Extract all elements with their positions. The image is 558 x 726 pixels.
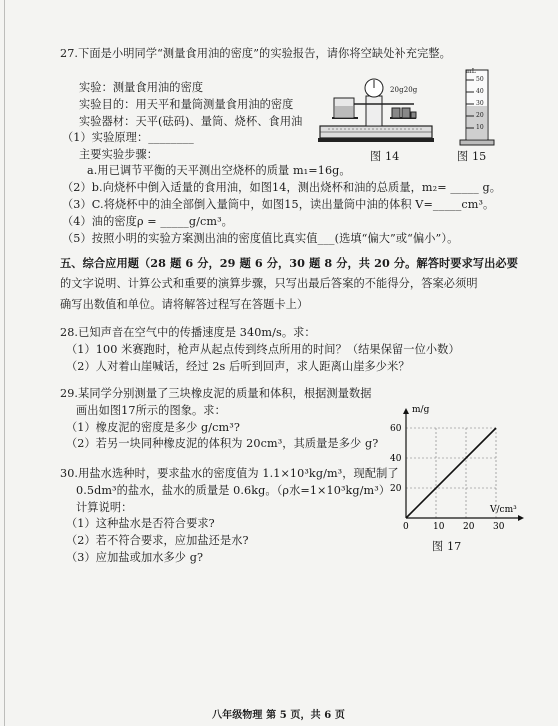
- fig15-caption: 图 15: [457, 150, 487, 163]
- q28-sub2: （2）人对着山崖喊话，经过 2s 后听到回声，求人距离山崖多少米？: [66, 360, 410, 373]
- balance-figure: [318, 74, 440, 146]
- x-tick-label: 0: [403, 522, 409, 532]
- q27-stem: 27.下面是小明同学“测量食用油的密度”的实验报告，请你将空缺处补充完整。: [60, 47, 451, 60]
- cyl-tick-30: 30: [476, 100, 484, 107]
- q27-purpose: 实验目的：用天平和量筒测量食用油的密度: [79, 98, 294, 111]
- q27-steps-label: 主要实验步骤：: [79, 148, 159, 161]
- y-tick-label: 40: [390, 454, 402, 464]
- q29-sub2: （2）若另一块同种橡皮泥的体积为 20cm³，其质量是多少 g?: [66, 437, 379, 450]
- page-edge: [4, 0, 5, 726]
- q27-part1: （1）实验原理：________: [62, 131, 194, 144]
- y-tick-label: 60: [390, 424, 402, 434]
- weights-label: 20g20g: [390, 86, 418, 94]
- q30-sub2: （2）若不符合要求，应加盐还是水?: [66, 534, 249, 547]
- q30-sub1: （1）这种盐水是否符合要求?: [66, 517, 215, 530]
- x-axis-arrow: [518, 515, 524, 521]
- page-footer: 八年级物理 第 5 页，共 6 页: [212, 710, 346, 721]
- q29-stem2: 画出如图17所示的图象。求：: [76, 404, 226, 417]
- q29-sub1: （1）橡皮泥的密度是多少 g/cm³?: [66, 421, 240, 434]
- q28-sub1: （1）100 米赛跑时，枪声从起点传到终点所用的时间？（结果保留一位小数）: [66, 343, 460, 356]
- y-axis-arrow: [403, 408, 409, 414]
- x-axis-label: V/cm³: [490, 505, 517, 515]
- mass-volume-chart: [378, 402, 528, 538]
- fig14-caption: 图 14: [370, 150, 400, 163]
- section5-line1: 五、综合应用题（28 题 6 分，29 题 6 分，30 题 8 分，共 20 分。解答时要求写出必要: [60, 256, 519, 270]
- x-tick-label: 20: [463, 522, 475, 532]
- x-tick-label: 30: [493, 522, 505, 532]
- q30-stem1: 30.用盐水选种时，要求盐水的密度值为 1.1×10³kg/m³，现配制了: [60, 467, 399, 480]
- q27-equipment: 实验器材：天平(砝码)、量筒、烧杯、食用油: [79, 115, 303, 128]
- chart-series: [406, 428, 496, 518]
- cylinder-unit: mL: [466, 68, 476, 75]
- cyl-tick-40: 40: [476, 88, 484, 95]
- q30-sub3: （3）应加盐或加水多少 g?: [66, 551, 204, 564]
- q27-part5: （5）按照小明的实验方案测出油的密度值比真实值___(选填“偏大”或“偏小”）。: [62, 232, 459, 245]
- q27-part4: （4）油的密度ρ = _____g/cm³。: [62, 215, 233, 228]
- y-axis-label: m/g: [412, 405, 430, 415]
- q27-experiment: 实验：测量食用油的密度: [79, 81, 204, 94]
- cyl-tick-20: 20: [476, 112, 484, 119]
- y-tick-label: 20: [390, 484, 402, 494]
- q27-step-a: a.用已调节平衡的天平测出空烧杯的质量 m₁=16g。: [87, 164, 351, 177]
- series-line: [406, 428, 496, 518]
- section5-line2: 的文字说明、计算公式和重要的演算步骤，只写出最后答案的不能得分，答案必须明: [60, 277, 478, 290]
- q28-stem: 28.已知声音在空气中的传播速度是 340m/s。求：: [60, 326, 316, 339]
- cyl-tick-50: 50: [476, 76, 484, 83]
- q30-stem2: 0.5dm³的盐水，盐水的质量是 0.6kg。（ρ水=1×10³kg/m³）: [76, 484, 391, 497]
- q29-stem1: 29.某同学分别测量了三块橡皮泥的质量和体积，根据测量数据: [60, 387, 372, 400]
- fig17-caption: 图 17: [432, 540, 462, 553]
- cyl-tick-10: 10: [476, 124, 484, 131]
- q30-calc-label: 计算说明：: [76, 501, 133, 514]
- section5-line3: 确写出数值和单位。请将解答过程写在答题卡上）: [60, 298, 309, 311]
- q27-part3: （3）C.将烧杯中的油全部倒入量筒中，如图15，读出量筒中油的体积 V=_____cm³。: [62, 198, 495, 211]
- q27-part2: （2）b.向烧杯中倒入适量的食用油，如图14，测出烧杯和油的总质量，m₂= _____ g。: [62, 181, 502, 194]
- x-tick-label: 10: [433, 522, 445, 532]
